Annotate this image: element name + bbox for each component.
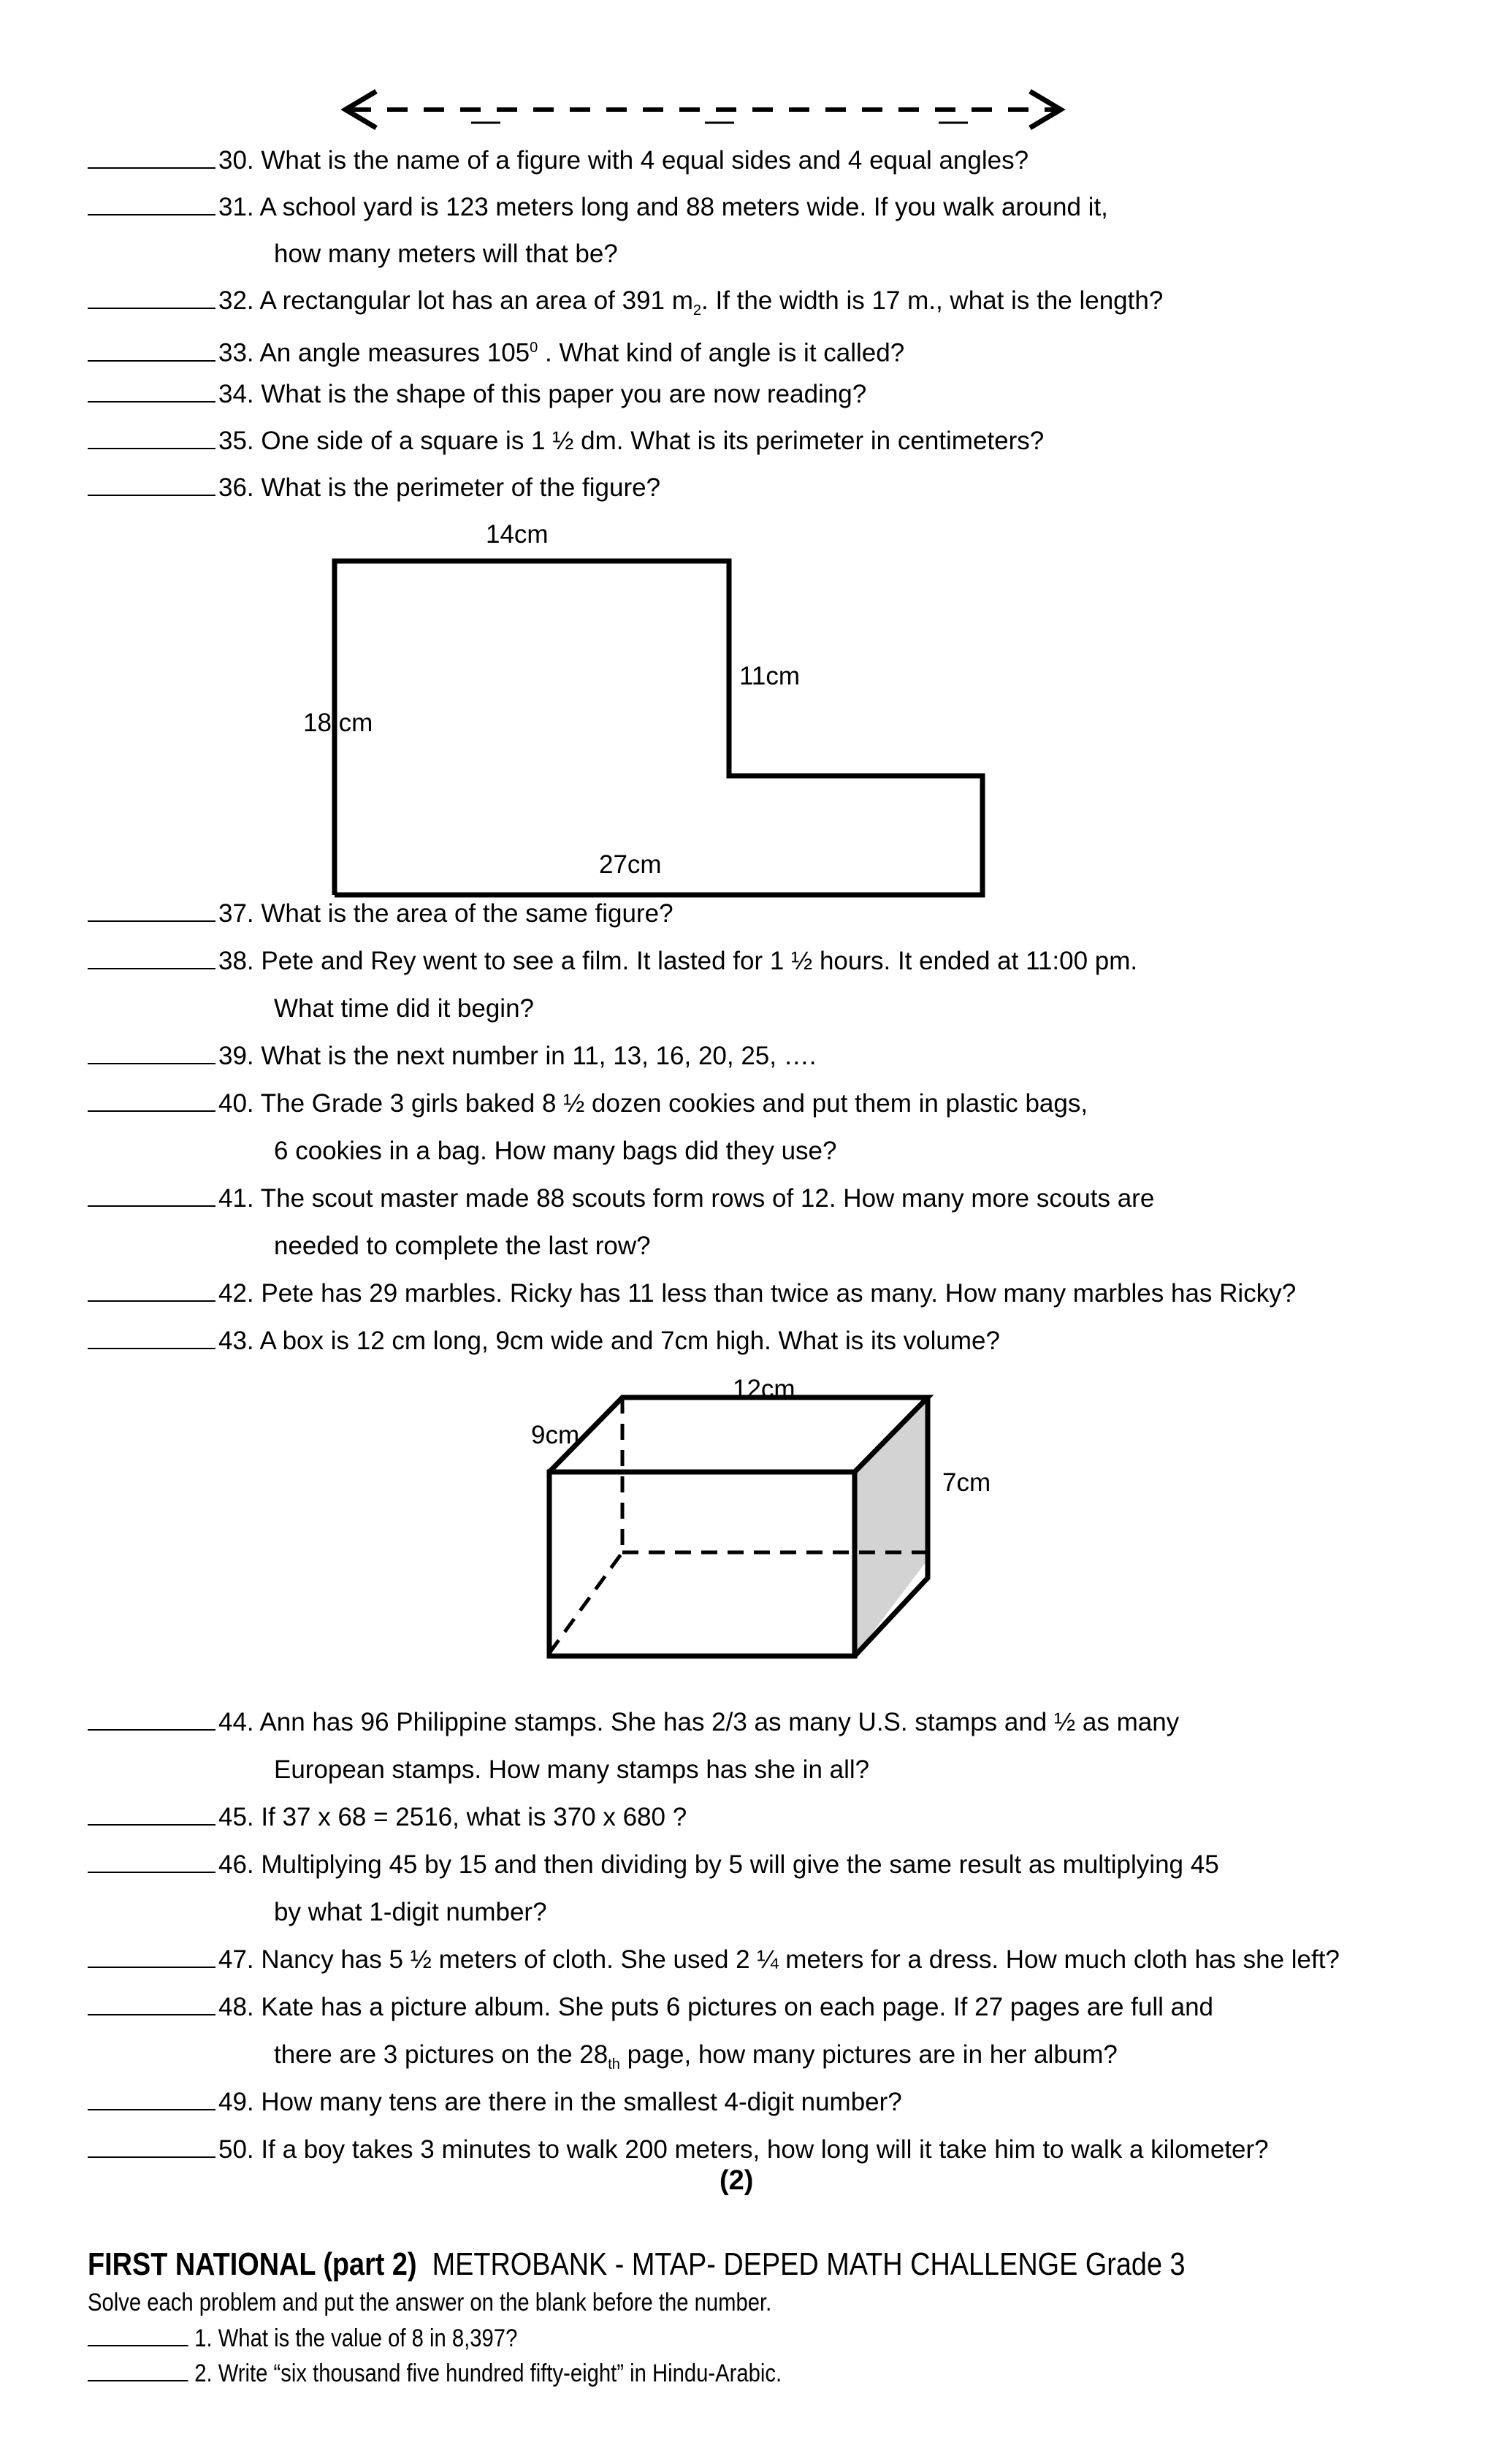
answer-blank[interactable] (88, 192, 215, 215)
answer-blank[interactable] (88, 1041, 215, 1064)
question-46-continuation: by what 1-digit number? (274, 1898, 547, 1926)
question-31: 31. A school yard is 123 meters long and 88 meters wide. If you walk around it, (88, 192, 1108, 223)
question-32: 32. A rectangular lot has an area of 391 $m_2$. If the width is 17 m., what is the length? (88, 286, 1163, 326)
answer-blank[interactable] (88, 2087, 215, 2110)
answer-blank[interactable] (88, 2326, 188, 2346)
question-38: 38. Pete and Rey went to see a film. It lasted for 1 ½ hours. It ended at 11:00 pm. (88, 946, 1137, 977)
section-instruction: Solve each problem and put the answer on the blank before the number. (88, 2289, 772, 2316)
label-length-12cm: 12cm (733, 1375, 795, 1403)
answer-blank[interactable] (88, 379, 215, 403)
label-height-7cm: 7cm (942, 1468, 991, 1497)
section-item-2: 2. Write “six thousand five hundred fifty-eight” in Hindu-Arabic. (88, 2360, 782, 2388)
section-item-1: 1. What is the value of 8 in 8,397? (88, 2324, 517, 2353)
answer-blank[interactable] (88, 1992, 215, 2015)
label-width-9cm: 9cm (531, 1421, 580, 1449)
question-49: 49. How many tens are there in the smallest 4-digit number? (88, 2087, 902, 2118)
question-40-continuation: 6 cookies in a bag. How many bags did they use? (274, 1137, 837, 1165)
answer-blank[interactable] (88, 1278, 215, 1302)
label-top-14cm: 14cm (486, 520, 549, 549)
question-48: 48. Kate has a picture album. She puts 6 pictures on each page. If 27 pages are full and (88, 1992, 1213, 2023)
question-35: 35. One side of a square is 1 ½ dm. What is its perimeter in centimeters? (88, 426, 1044, 457)
section-title: FIRST NATIONAL (part 2) METROBANK - MTAP- DEPED MATH CHALLENGE Grade 3 (88, 2246, 1186, 2282)
label-left-18cm: 18 cm (303, 709, 373, 737)
answer-blank[interactable] (88, 1183, 215, 1207)
question-48-continuation: there are 3 pictures on the $28_{th}$ page, how many pictures are in her album? (274, 2040, 1118, 2072)
answer-blank[interactable] (88, 2135, 215, 2158)
question-37: 37. What is the area of the same figure? (88, 899, 673, 929)
question-40: 40. The Grade 3 girls baked 8 ½ dozen cookies and put them in plastic bags, (88, 1088, 1088, 1119)
question-42: 42. Pete has 29 marbles. Ricky has 11 less than twice as many. How many marbles has Ricky? (88, 1278, 1296, 1309)
question-45: 45. If 37 x 68 = 2516, what is 370 x 680 ? (88, 1802, 687, 1833)
label-bottom-27cm: 27cm (599, 850, 662, 879)
answer-blank[interactable] (88, 1945, 215, 1968)
answer-blank[interactable] (88, 1850, 215, 1873)
question-41: 41. The scout master made 88 scouts form rows of 12. How many more scouts are (88, 1183, 1154, 1214)
answer-blank[interactable] (88, 473, 215, 496)
question-38-continuation: What time did it begin? (274, 994, 535, 1023)
answer-blank[interactable] (88, 1707, 215, 1731)
question-36: 36. What is the perimeter of the figure? (88, 473, 660, 503)
page-number: (2) (720, 2165, 754, 2196)
question-34: 34. What is the shape of this paper you are now reading? (88, 379, 866, 410)
question-31-continuation: how many meters will that be? (274, 240, 618, 268)
question-33: 33. An angle measures $105^0$ . What kind of angle is it called? (88, 332, 904, 369)
question-46: 46. Multiplying 45 by 15 and then dividing by 5 will give the same result as multiplying 45 (88, 1850, 1219, 1880)
answer-blank[interactable] (88, 338, 215, 362)
answer-blank[interactable] (88, 1326, 215, 1349)
answer-blank[interactable] (88, 946, 215, 969)
question-47: 47. Nancy has 5 ½ meters of cloth. She used 2 ¼ meters for a dress. How much cloth has she left? (88, 1945, 1340, 1975)
answer-blank[interactable] (88, 2361, 188, 2381)
dashed-double-arrow (332, 88, 1074, 131)
answer-blank[interactable] (88, 286, 215, 309)
answer-blank[interactable] (88, 1802, 215, 1826)
question-41-continuation: needed to complete the last row? (274, 1232, 651, 1260)
answer-blank[interactable] (88, 145, 215, 169)
question-44-continuation: European stamps. How many stamps has she in all? (274, 1755, 870, 1784)
question-50: 50. If a boy takes 3 minutes to walk 200 meters, how long will it take him to walk a kilometer? (88, 2135, 1269, 2165)
label-right-11cm: 11cm (739, 662, 800, 690)
answer-blank[interactable] (88, 899, 215, 922)
box-figure (541, 1392, 950, 1669)
question-30: 30. What is the name of a figure with 4 equal sides and 4 equal angles? (88, 145, 1028, 176)
answer-blank[interactable] (88, 426, 215, 449)
question-39: 39. What is the next number in 11, 13, 16, 20, 25, …. (88, 1041, 816, 1072)
question-43: 43. A box is 12 cm long, 9cm wide and 7cm high. What is its volume? (88, 1326, 1000, 1357)
question-44: 44. Ann has 96 Philippine stamps. She has 2/3 as many U.S. stamps and ½ as many (88, 1707, 1179, 1738)
l-shape-figure (321, 548, 1008, 906)
answer-blank[interactable] (88, 1088, 215, 1112)
